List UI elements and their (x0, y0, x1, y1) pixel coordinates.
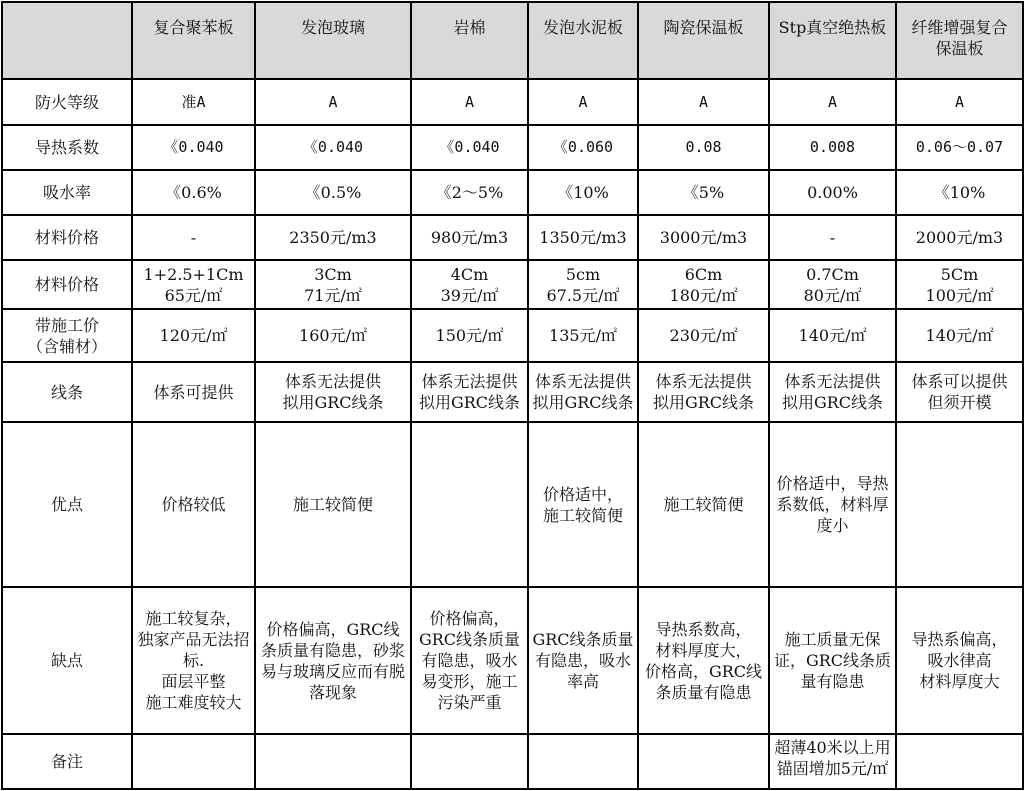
table-cell: 120元/㎡ (132, 309, 255, 362)
table-cell: 《10% (896, 170, 1023, 215)
table-cell: 2350元/m3 (255, 215, 411, 260)
column-header: 发泡玻璃 (255, 2, 411, 79)
table-cell: A (638, 79, 769, 125)
row-label: 导热系数 (2, 125, 132, 170)
table-cell: 《0.060 (528, 125, 638, 170)
table-cell: 《0.040 (132, 125, 255, 170)
table-cell: 《5% (638, 170, 769, 215)
table-cell: 超薄40米以上用锚固增加5元/㎡ (769, 734, 896, 789)
table-cell: 价格偏高， GRC线条质量有隐患，吸水易变形，施工污染严重 (411, 587, 528, 734)
column-header: 发泡水泥板 (528, 2, 638, 79)
table-cell: 0.08 (638, 125, 769, 170)
column-header: 陶瓷保温板 (638, 2, 769, 79)
table-cell: 体系无法提供 拟用GRC线条 (255, 362, 411, 422)
table-row-advantages (2, 422, 1023, 587)
table-cell: 体系无法提供 拟用GRC线条 (411, 362, 528, 422)
table-cell: 《0.040 (411, 125, 528, 170)
table-cell: 0.7Cm 80元/㎡ (769, 260, 896, 309)
row-label: 线条 (2, 362, 132, 422)
table-cell (255, 734, 411, 789)
table-row-fire-rating (2, 79, 1023, 125)
table-row-water-absorption (2, 170, 1023, 215)
table-cell: 《0.6% (132, 170, 255, 215)
table-cell (896, 422, 1023, 587)
table-row-material-price (2, 215, 1023, 260)
table-cell: GRC线条质量有隐患，吸水率高 (528, 587, 638, 734)
table-cell: A (411, 79, 528, 125)
table-row-thermal-conductivity (2, 125, 1023, 170)
column-header: 岩棉 (411, 2, 528, 79)
row-label: 优点 (2, 422, 132, 587)
table-row-trim-lines (2, 362, 1023, 422)
table-cell: 980元/m3 (411, 215, 528, 260)
table-cell: 230元/㎡ (638, 309, 769, 362)
table-cell: 135元/㎡ (528, 309, 638, 362)
table-cell (638, 734, 769, 789)
table-cell: A (896, 79, 1023, 125)
table-cell: 150元/㎡ (411, 309, 528, 362)
table-cell: 2000元/m3 (896, 215, 1023, 260)
table-cell (411, 734, 528, 789)
table-cell: A (769, 79, 896, 125)
table-cell: 5Cm 100元/㎡ (896, 260, 1023, 309)
table-cell: 《10% (528, 170, 638, 215)
table-cell: 施工质量无保证，GRC线条质量有隐患 (769, 587, 896, 734)
header-row (2, 2, 1023, 79)
table-cell: 价格适中，导热系数低，材料厚度小 (769, 422, 896, 587)
table-row-installed-price (2, 309, 1023, 362)
table-cell: 价格适中， 施工较简便 (528, 422, 638, 587)
table-cell: 3Cm 71元/㎡ (255, 260, 411, 309)
table-cell (896, 734, 1023, 789)
table-cell: 3000元/m3 (638, 215, 769, 260)
table-cell: 140元/㎡ (896, 309, 1023, 362)
table-cell: 体系无法提供 拟用GRC线条 (638, 362, 769, 422)
table-cell: 体系可以提供 但须开模 (896, 362, 1023, 422)
row-label: 备注 (2, 734, 132, 789)
table-cell: 准A (132, 79, 255, 125)
table-cell: A (528, 79, 638, 125)
row-label: 材料价格 (2, 215, 132, 260)
row-label: 缺点 (2, 587, 132, 734)
comparison-table (1, 1, 1024, 790)
table-cell: 体系无法提供 拟用GRC线条 (528, 362, 638, 422)
row-label: 材料价格 (2, 260, 132, 309)
table-cell: 4Cm 39元/㎡ (411, 260, 528, 309)
table-cell: 施工较复杂， 独家产品无法招标. 面层平整 施工难度较大 (132, 587, 255, 734)
table-cell: 体系无法提供 拟用GRC线条 (769, 362, 896, 422)
table-cell: 导热系数高， 材料厚度大， 价格高，GRC线条质量有隐患 (638, 587, 769, 734)
table-cell: 价格偏高，GRC线条质量有隐患，砂浆易与玻璃反应而有脱落现象 (255, 587, 411, 734)
table-row-material-price-thickness (2, 260, 1023, 309)
row-label: 带施工价 （含辅材） (2, 309, 132, 362)
table-cell: 施工较简便 (638, 422, 769, 587)
table-cell: 0.06～0.07 (896, 125, 1023, 170)
table-cell: 《0.040 (255, 125, 411, 170)
table-cell: 导热系偏高， 吸水律高 材料厚度大 (896, 587, 1023, 734)
table-cell: 《2～5% (411, 170, 528, 215)
table-cell: - (132, 215, 255, 260)
column-header: 复合聚苯板 (132, 2, 255, 79)
table-cell (411, 422, 528, 587)
table-cell: 0.00% (769, 170, 896, 215)
table-cell: A (255, 79, 411, 125)
row-label: 吸水率 (2, 170, 132, 215)
table-cell: 价格较低 (132, 422, 255, 587)
table-cell: 施工较简便 (255, 422, 411, 587)
table-cell: 6Cm 180元/㎡ (638, 260, 769, 309)
table-cell: 体系可提供 (132, 362, 255, 422)
table-row-remarks (2, 734, 1023, 789)
table-body (2, 2, 1023, 789)
corner-header (2, 2, 132, 79)
table-cell: 160元/㎡ (255, 309, 411, 362)
table-cell: 《0.5% (255, 170, 411, 215)
table-row-disadvantages (2, 587, 1023, 734)
table-cell: 140元/㎡ (769, 309, 896, 362)
table-cell (528, 734, 638, 789)
column-header: Stp真空绝热板 (769, 2, 896, 79)
table-cell: 1350元/m3 (528, 215, 638, 260)
table-cell (132, 734, 255, 789)
table-cell: 0.008 (769, 125, 896, 170)
column-header: 纤维增强复合 保温板 (896, 2, 1023, 79)
table-cell: 1+2.5+1Cm 65元/㎡ (132, 260, 255, 309)
row-label: 防火等级 (2, 79, 132, 125)
table-cell: 5cm 67.5元/㎡ (528, 260, 638, 309)
table-cell: - (769, 215, 896, 260)
